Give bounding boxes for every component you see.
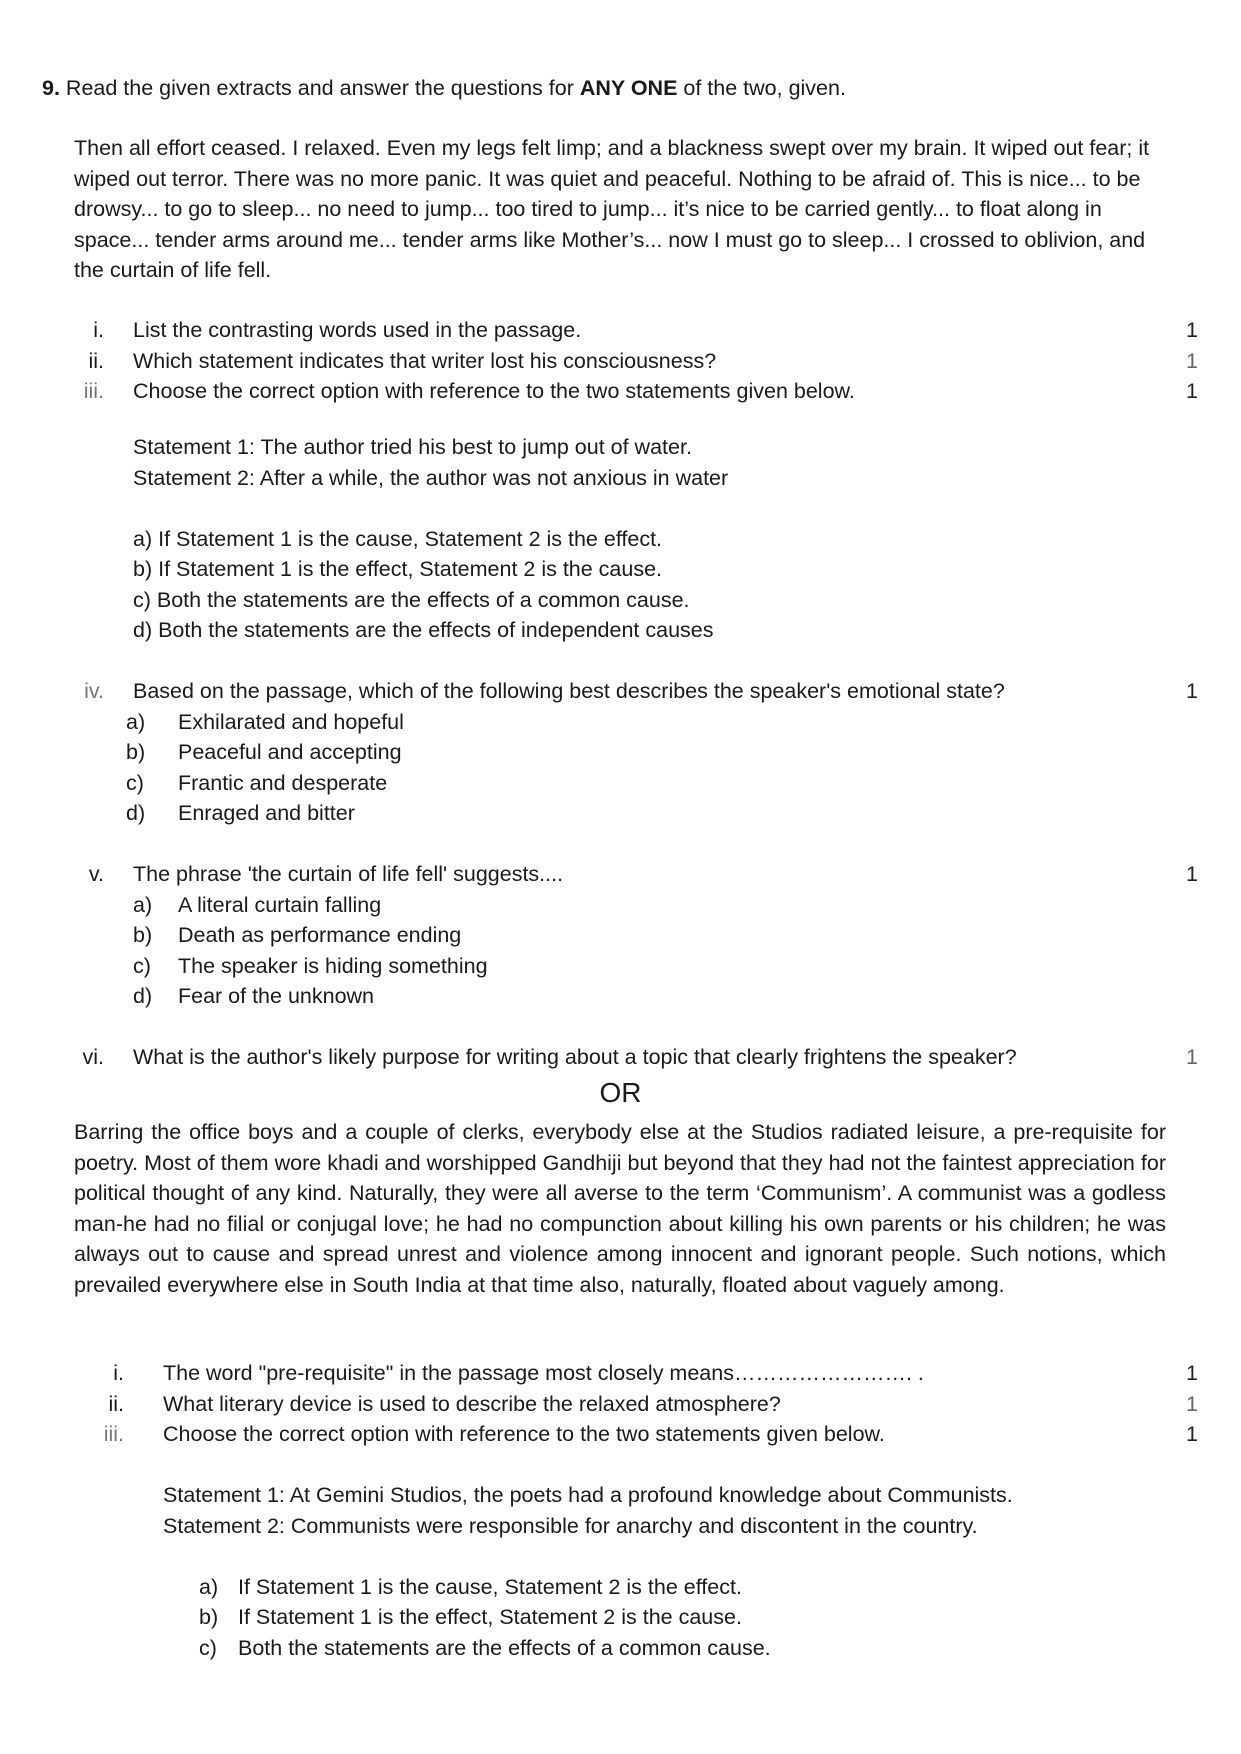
instruction-pre: Read the given extracts and answer the questions for (65, 76, 580, 100)
option-b: b) If Statement 1 is the effect, Statement 2 is the cause. (133, 557, 663, 581)
question-text: Choose the correct option with reference to the two statements given below. (163, 1422, 885, 1446)
option-letter: b) (133, 923, 153, 947)
option-letter: b) (199, 1605, 219, 1629)
question-text: What is the author's likely purpose for writing about a topic that clearly frightens the speaker? (133, 1045, 1017, 1069)
question-number: v. (88, 862, 104, 886)
option-letter: d) (126, 801, 146, 825)
option-text: A literal curtain falling (178, 893, 382, 917)
question-number: iii. (103, 1422, 124, 1446)
option-letter: a) (199, 1575, 219, 1599)
question-text: Choose the correct option with reference to the two statements given below. (133, 379, 855, 403)
instruction-post: of the two, given. (677, 76, 846, 100)
question-text: The phrase 'the curtain of life fell' suggests.... (133, 862, 564, 886)
question-number: iv. (84, 679, 104, 703)
question-number: i. (93, 318, 104, 342)
option-letter: a) (126, 710, 146, 734)
question-number: vi. (82, 1045, 104, 1069)
option-letter: b) (126, 740, 146, 764)
option-c: c) Both the statements are the effects of a common cause. (133, 588, 690, 612)
question-number: i. (113, 1361, 124, 1385)
option-text: The speaker is hiding something (178, 954, 488, 978)
question-marks: 1 (1186, 862, 1198, 886)
statement-2: Statement 2: After a while, the author was not anxious in water (133, 466, 729, 490)
question-text: The word "pre-requisite" in the passage most closely means……………………. . (163, 1361, 924, 1385)
option-text: Frantic and desperate (178, 771, 388, 795)
question-number: 9. (42, 76, 60, 100)
option-letter: c) (199, 1636, 217, 1660)
option-letter: a) (133, 893, 153, 917)
statement-1: Statement 1: At Gemini Studios, the poets had a profound knowledge about Communists. (163, 1483, 1013, 1507)
question-marks: 1 (1186, 679, 1198, 703)
question-marks: 1 (1186, 1392, 1198, 1416)
question-marks: 1 (1186, 1422, 1198, 1446)
extract1-passage: Then all effort ceased. I relaxed. Even my legs felt limp; and a blackness swept over my brain. It wiped out fear; it wiped out terror. There was no more panic. It was quiet and peaceful. Nothing to be afraid of. This is nice... to be drowsy... to go to sleep... no need to jump... too tired to jump... it’s nice to be carried gently... to float along in space... tender arms around me... tender arms like Mother’s... now I must go to sleep... I crossed to oblivion, and the curtain of life fell. (74, 136, 1150, 282)
question-marks: 1 (1186, 1361, 1198, 1385)
question-number: iii. (83, 379, 104, 403)
statement-1: Statement 1: The author tried his best to jump out of water. (133, 435, 692, 459)
option-text: Fear of the unknown (178, 984, 375, 1008)
option-letter: d) (133, 984, 153, 1008)
extract2-passage: Barring the office boys and a couple of clerks, everybody else at the Studios radiated leisure, a pre-requisite for poetry. Most of them wore khadi and worshipped Gandhiji but beyond that they had not the faintest appreciation for political thought of any kind. Naturally, they were all averse to the term ‘Communism’. A communist was a godless man-he had no filial or conjugal love; he had no compunction about killing his own parents or his children; he was always out to cause and spread unrest and violence among innocent and ignorant people. Such notions, which prevailed everywhere else in South India at that time also, naturally, floated about vaguely among. (74, 1120, 1166, 1297)
or-divider: OR (599, 1077, 642, 1108)
option-letter: c) (133, 954, 151, 978)
instruction-bold: ANY ONE (579, 76, 678, 100)
question-marks: 1 (1186, 1045, 1198, 1069)
option-text: Peaceful and accepting (178, 740, 402, 764)
option-text: Death as performance ending (178, 923, 462, 947)
question-text: List the contrasting words used in the passage. (133, 318, 582, 342)
question-marks: 1 (1186, 349, 1198, 373)
question-number: ii. (108, 1392, 124, 1416)
question-text: What literary device is used to describe the relaxed atmosphere? (163, 1392, 781, 1416)
question-header (42, 76, 846, 101)
option-text: Enraged and bitter (178, 801, 355, 825)
question-number: ii. (88, 349, 104, 373)
option-text: Both the statements are the effects of a common cause. (238, 1636, 771, 1660)
option-text: If Statement 1 is the cause, Statement 2 is the effect. (238, 1575, 742, 1599)
option-text: If Statement 1 is the effect, Statement 2 is the cause. (238, 1605, 742, 1629)
option-letter: c) (126, 771, 144, 795)
question-marks: 1 (1186, 379, 1198, 403)
statement-2: Statement 2: Communists were responsible for anarchy and discontent in the country. (163, 1514, 978, 1538)
option-text: Exhilarated and hopeful (178, 710, 404, 734)
question-marks: 1 (1186, 318, 1198, 342)
option-d: d) Both the statements are the effects of independent causes (133, 618, 714, 642)
question-text: Based on the passage, which of the following best describes the speaker's emotional state? (133, 679, 1005, 703)
option-a: a) If Statement 1 is the cause, Statement 2 is the effect. (133, 527, 663, 551)
question-text: Which statement indicates that writer lost his consciousness? (133, 349, 717, 373)
